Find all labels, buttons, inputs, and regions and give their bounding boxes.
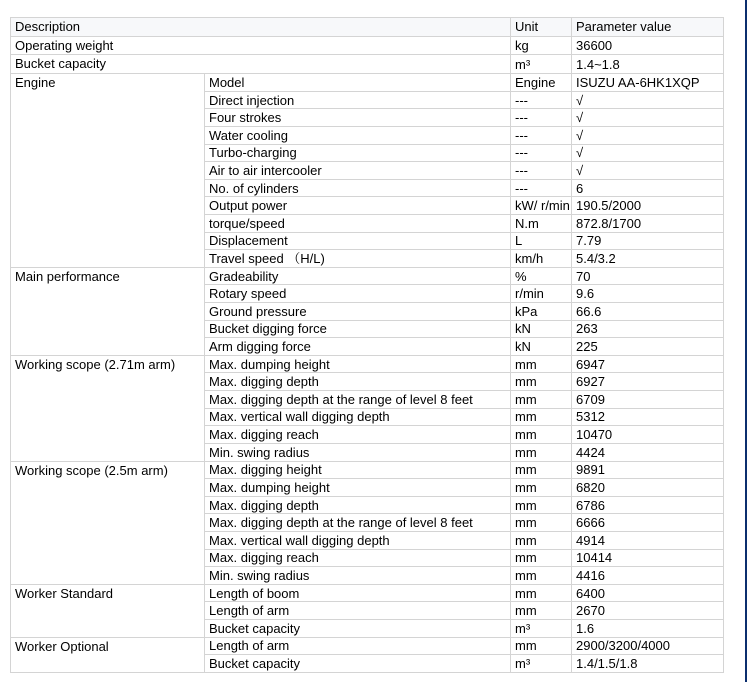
table-row bbox=[11, 36, 724, 55]
spec-value: 66.6 bbox=[572, 303, 724, 321]
spec-unit: kN bbox=[511, 338, 572, 356]
spec-item: Max. dumping height bbox=[205, 355, 511, 373]
spec-unit: mm bbox=[511, 514, 572, 532]
spec-item: Max. digging depth bbox=[205, 373, 511, 391]
spec-item: Max. vertical wall digging depth bbox=[205, 408, 511, 426]
spec-item: torque/speed bbox=[205, 214, 511, 232]
spec-value: 225 bbox=[572, 338, 724, 356]
spec-item: Operating weight bbox=[11, 36, 511, 55]
spec-value: 2900/3200/4000 bbox=[572, 637, 724, 655]
spec-item: Output power bbox=[205, 197, 511, 215]
table-row bbox=[11, 267, 724, 285]
section-label-working-scope-271: Working scope (2.71m arm) bbox=[11, 355, 205, 461]
table-row bbox=[11, 637, 724, 655]
table-header-row bbox=[11, 18, 724, 37]
section-label-engine: Engine bbox=[11, 74, 205, 268]
spec-item: Max. digging height bbox=[205, 461, 511, 479]
spec-item: Direct injection bbox=[205, 91, 511, 109]
spec-unit: kN bbox=[511, 320, 572, 338]
spec-value: √ bbox=[572, 109, 724, 127]
spec-item: Max. digging depth at the range of level 8 feet bbox=[205, 514, 511, 532]
spec-value: 872.8/1700 bbox=[572, 214, 724, 232]
spec-value: 1.6 bbox=[572, 620, 724, 638]
spec-unit: mm bbox=[511, 602, 572, 620]
spec-value: 4424 bbox=[572, 443, 724, 461]
section-label-main-performance: Main performance bbox=[11, 267, 205, 355]
section-label-working-scope-25: Working scope (2.5m arm) bbox=[11, 461, 205, 584]
spec-unit: N.m bbox=[511, 214, 572, 232]
spec-unit: km/h bbox=[511, 250, 572, 268]
spec-unit: mm bbox=[511, 461, 572, 479]
spec-unit: mm bbox=[511, 567, 572, 585]
spec-value: √ bbox=[572, 91, 724, 109]
spec-value: 6927 bbox=[572, 373, 724, 391]
spec-unit: mm bbox=[511, 408, 572, 426]
spec-value: 6786 bbox=[572, 496, 724, 514]
spec-unit: % bbox=[511, 267, 572, 285]
spec-unit: mm bbox=[511, 637, 572, 655]
table-row bbox=[11, 355, 724, 373]
spec-item: Max. digging depth at the range of level 8 feet bbox=[205, 391, 511, 409]
page-right-border-line bbox=[745, 0, 747, 682]
spec-value: 190.5/2000 bbox=[572, 197, 724, 215]
spec-unit: --- bbox=[511, 144, 572, 162]
spec-value: 36600 bbox=[572, 36, 724, 55]
spec-item: Max. digging reach bbox=[205, 426, 511, 444]
header-unit: Unit bbox=[511, 18, 572, 37]
spec-item: Gradeability bbox=[205, 267, 511, 285]
spec-value: √ bbox=[572, 162, 724, 180]
spec-item: No. of cylinders bbox=[205, 179, 511, 197]
spec-item: Max. digging depth bbox=[205, 496, 511, 514]
spec-item: Ground pressure bbox=[205, 303, 511, 321]
section-label-worker-optional: Worker Optional bbox=[11, 637, 205, 672]
header-description: Description bbox=[11, 18, 511, 37]
spec-item: Max. dumping height bbox=[205, 479, 511, 497]
spec-unit: m³ bbox=[511, 655, 572, 673]
spec-item: Arm digging force bbox=[205, 338, 511, 356]
spec-unit: r/min bbox=[511, 285, 572, 303]
spec-item: Bucket capacity bbox=[205, 655, 511, 673]
spec-item: Model bbox=[205, 74, 511, 92]
section-label-worker-standard: Worker Standard bbox=[11, 584, 205, 637]
spec-unit: kg bbox=[511, 36, 572, 55]
spec-unit: L bbox=[511, 232, 572, 250]
spec-value: 2670 bbox=[572, 602, 724, 620]
spec-item: Rotary speed bbox=[205, 285, 511, 303]
spec-item: Travel speed （H/L) bbox=[205, 250, 511, 268]
spec-value: 7.79 bbox=[572, 232, 724, 250]
spec-item: Bucket digging force bbox=[205, 320, 511, 338]
spec-unit: m³ bbox=[511, 620, 572, 638]
header-parameter-value: Parameter value bbox=[572, 18, 724, 37]
spec-value: ISUZU AA-6HK1XQP bbox=[572, 74, 724, 92]
spec-unit: --- bbox=[511, 179, 572, 197]
spec-item: Max. vertical wall digging depth bbox=[205, 531, 511, 549]
spec-item: Water cooling bbox=[205, 126, 511, 144]
spec-unit: kW/ r/min bbox=[511, 197, 572, 215]
spec-item: Bucket capacity bbox=[11, 55, 511, 74]
spec-unit: mm bbox=[511, 531, 572, 549]
table-row bbox=[11, 74, 724, 92]
spec-item: Min. swing radius bbox=[205, 567, 511, 585]
spec-item: Max. digging reach bbox=[205, 549, 511, 567]
spec-unit: mm bbox=[511, 584, 572, 602]
spec-item: Turbo-charging bbox=[205, 144, 511, 162]
spec-item: Displacement bbox=[205, 232, 511, 250]
spec-item: Air to air intercooler bbox=[205, 162, 511, 180]
spec-value: 6 bbox=[572, 179, 724, 197]
spec-value: 263 bbox=[572, 320, 724, 338]
spec-value: 9.6 bbox=[572, 285, 724, 303]
table-row bbox=[11, 584, 724, 602]
spec-value: 1.4~1.8 bbox=[572, 55, 724, 74]
spec-item: Four strokes bbox=[205, 109, 511, 127]
spec-unit: mm bbox=[511, 355, 572, 373]
spec-unit: m³ bbox=[511, 55, 572, 74]
spec-value: 1.4/1.5/1.8 bbox=[572, 655, 724, 673]
table-row bbox=[11, 461, 724, 479]
spec-unit: mm bbox=[511, 496, 572, 514]
spec-unit: mm bbox=[511, 426, 572, 444]
spec-value: 6709 bbox=[572, 391, 724, 409]
spec-unit: kPa bbox=[511, 303, 572, 321]
spec-unit: mm bbox=[511, 391, 572, 409]
spec-unit: --- bbox=[511, 109, 572, 127]
spec-value: √ bbox=[572, 144, 724, 162]
spec-unit: --- bbox=[511, 91, 572, 109]
spec-value: 6666 bbox=[572, 514, 724, 532]
spec-item: Length of arm bbox=[205, 602, 511, 620]
spec-value: 6947 bbox=[572, 355, 724, 373]
spec-table bbox=[10, 17, 724, 673]
spec-value: 10414 bbox=[572, 549, 724, 567]
spec-item: Length of boom bbox=[205, 584, 511, 602]
spec-value: 10470 bbox=[572, 426, 724, 444]
spec-unit: Engine bbox=[511, 74, 572, 92]
table-row bbox=[11, 55, 724, 74]
spec-value: 70 bbox=[572, 267, 724, 285]
spec-item: Bucket capacity bbox=[205, 620, 511, 638]
spec-value: 9891 bbox=[572, 461, 724, 479]
spec-value: 6820 bbox=[572, 479, 724, 497]
spec-unit: mm bbox=[511, 373, 572, 391]
spec-value: 4416 bbox=[572, 567, 724, 585]
spec-value: √ bbox=[572, 126, 724, 144]
spec-value: 5312 bbox=[572, 408, 724, 426]
spec-unit: mm bbox=[511, 443, 572, 461]
spec-unit: mm bbox=[511, 479, 572, 497]
spec-value: 6400 bbox=[572, 584, 724, 602]
spec-unit: --- bbox=[511, 126, 572, 144]
spec-unit: mm bbox=[511, 549, 572, 567]
spec-value: 5.4/3.2 bbox=[572, 250, 724, 268]
spec-value: 4914 bbox=[572, 531, 724, 549]
spec-item: Length of arm bbox=[205, 637, 511, 655]
spec-unit: --- bbox=[511, 162, 572, 180]
spec-item: Min. swing radius bbox=[205, 443, 511, 461]
